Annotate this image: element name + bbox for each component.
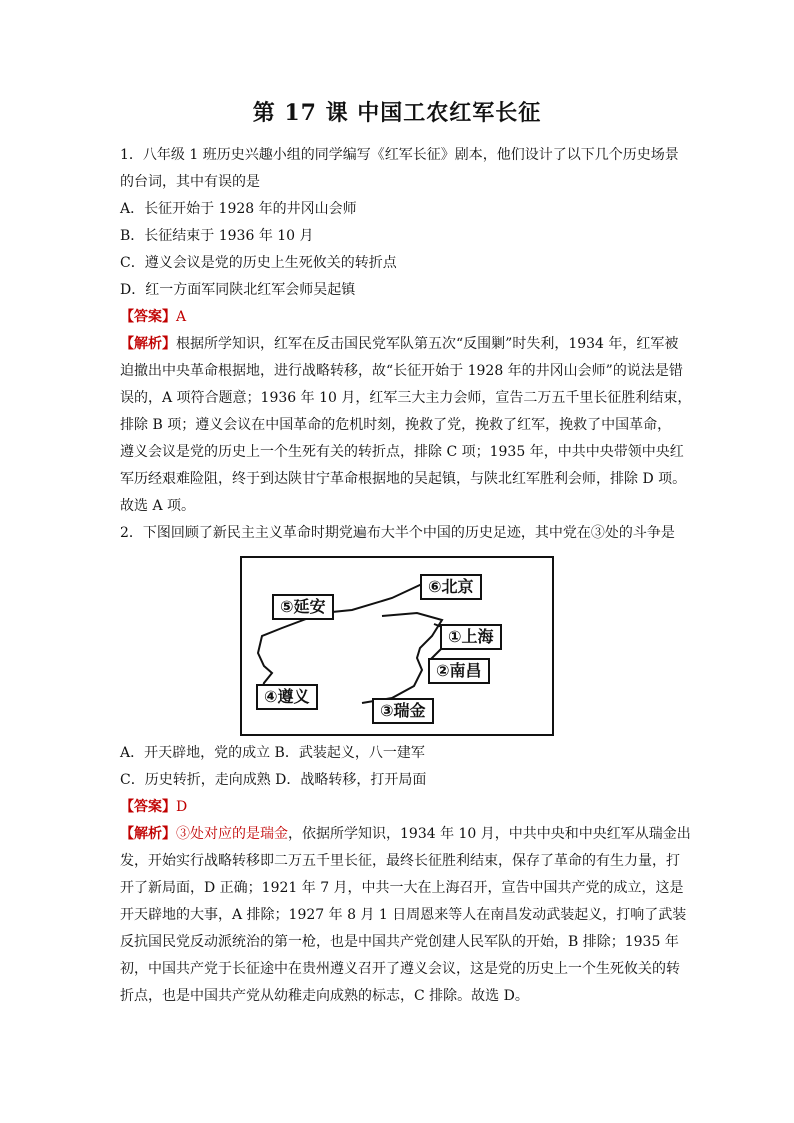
answer-tag: 【答案】 <box>120 309 176 325</box>
route-map <box>240 556 554 736</box>
question-2-analysis-line-4: 开天辟地的大事，A 排除；1927 年 8 月 1 日周恩来等人在南昌发动武装起义，打响了武装 <box>120 907 687 923</box>
question-1-analysis-line-5: 遵义会议是党的历史上一个生死有关的转折点，排除 C 项；1935 年，中共中央带领中央红 <box>120 444 684 460</box>
question-1-analysis-line-3: 误的，A 项符合题意；1936 年 10 月，红军三大主力会师，宣告二万五千里长征胜利结束， <box>120 390 692 406</box>
question-1-option-d: D．红一方面军同陕北红军会师吴起镇 <box>120 282 356 298</box>
map-label-zunyi: ④遵义 <box>256 684 318 710</box>
question-2 <box>120 740 690 1010</box>
question-1-analysis-line-7: 故选 A 项。 <box>120 498 196 514</box>
page-title: 第 17 课 中国工农红军长征 <box>252 100 542 126</box>
question-2-analysis-line-5: 反抗国民党反动派统治的第一枪，也是中国共产党创建人民军队的开始，B 排除；1935 年 <box>120 934 679 950</box>
question-2-answer <box>120 794 690 821</box>
answer-value: D <box>176 799 188 815</box>
question-1-option-c: C．遵义会议是党的历史上生死攸关的转折点 <box>120 255 397 271</box>
analysis-highlight: ③处对应的是瑞金 <box>176 826 288 842</box>
question-1-analysis-line-4: 排除 B 项；遵义会议在中国革命的危机时刻，挽救了党，挽救了红军，挽救了中国革命， <box>120 417 672 433</box>
analysis-text: 根据所学知识，红军在反击国民党军队第五次“反围剿”时失利，1934 年，红军被 <box>176 336 679 352</box>
question-1 <box>120 142 690 520</box>
analysis-tag: 【解析】 <box>120 826 176 842</box>
question-1-analysis-line-2: 迫撤出中央革命根据地，进行战略转移，故“长征开始于 1928 年的井冈山会师”的说法是错 <box>120 363 683 379</box>
question-2-analysis-line-6: 初，中国共产党于长征途中在贵州遵义召开了遵义会议，这是党的历史上一个生死攸关的转 <box>120 961 680 977</box>
question-2-analysis-line-1 <box>120 821 690 848</box>
map-label-beijing: ⑥北京 <box>420 574 482 600</box>
map-label-yanan: ⑤延安 <box>272 594 334 620</box>
question-1-option-a: A．长征开始于 1928 年的井冈山会师 <box>120 201 357 217</box>
question-2-analysis-line-7: 折点，也是中国共产党从幼稚走向成熟的标志，C 排除。故选 D。 <box>120 988 529 1004</box>
analysis-tag: 【解析】 <box>120 336 176 352</box>
question-2-analysis-line-2: 发，开始实行战略转移即二万五千里长征，最终长征胜利结束，保存了革命的有生力量，打 <box>120 853 680 869</box>
question-2-stem: 2．下图回顾了新民主主义革命时期党遍布大半个中国的历史足迹，其中党在③处的斗争是 <box>120 525 675 541</box>
question-1-option-b: B．长征结束于 1936 年 10 月 <box>120 228 314 244</box>
answer-tag: 【答案】 <box>120 799 176 815</box>
map-label-nanchang: ②南昌 <box>428 658 490 684</box>
question-2-stem-block <box>120 520 690 547</box>
question-2-options-line-2: C．历史转折，走向成熟 D．战略转移，打开局面 <box>120 772 427 788</box>
analysis-text: ，依据所学知识，1934 年 10 月，中共中央和中央红军从瑞金出 <box>288 826 691 842</box>
question-2-options-line-1: A．开天辟地，党的成立 B．武装起义，八一建军 <box>120 745 425 761</box>
map-label-ruijin: ③瑞金 <box>372 698 434 724</box>
question-2-analysis-line-3: 开了新局面，D 正确；1921 年 7 月，中共一大在上海召开，宣告中国共产党的成立，这是 <box>120 880 684 896</box>
question-1-analysis-line-6: 军历经艰难险阻，终于到达陕甘宁革命根据地的吴起镇，与陕北红军胜利会师，排除 D 项。 <box>120 471 687 487</box>
question-1-stem-line-1: 1．八年级 1 班历史兴趣小组的同学编写《红军长征》剧本，他们设计了以下几个历史场景 <box>120 147 679 163</box>
map-label-shanghai: ①上海 <box>440 624 502 650</box>
question-1-analysis-line-1 <box>120 331 690 358</box>
question-1-stem-line-2: 的台词，其中有误的是 <box>120 174 260 190</box>
question-1-answer <box>120 304 690 331</box>
answer-value: A <box>176 309 187 325</box>
